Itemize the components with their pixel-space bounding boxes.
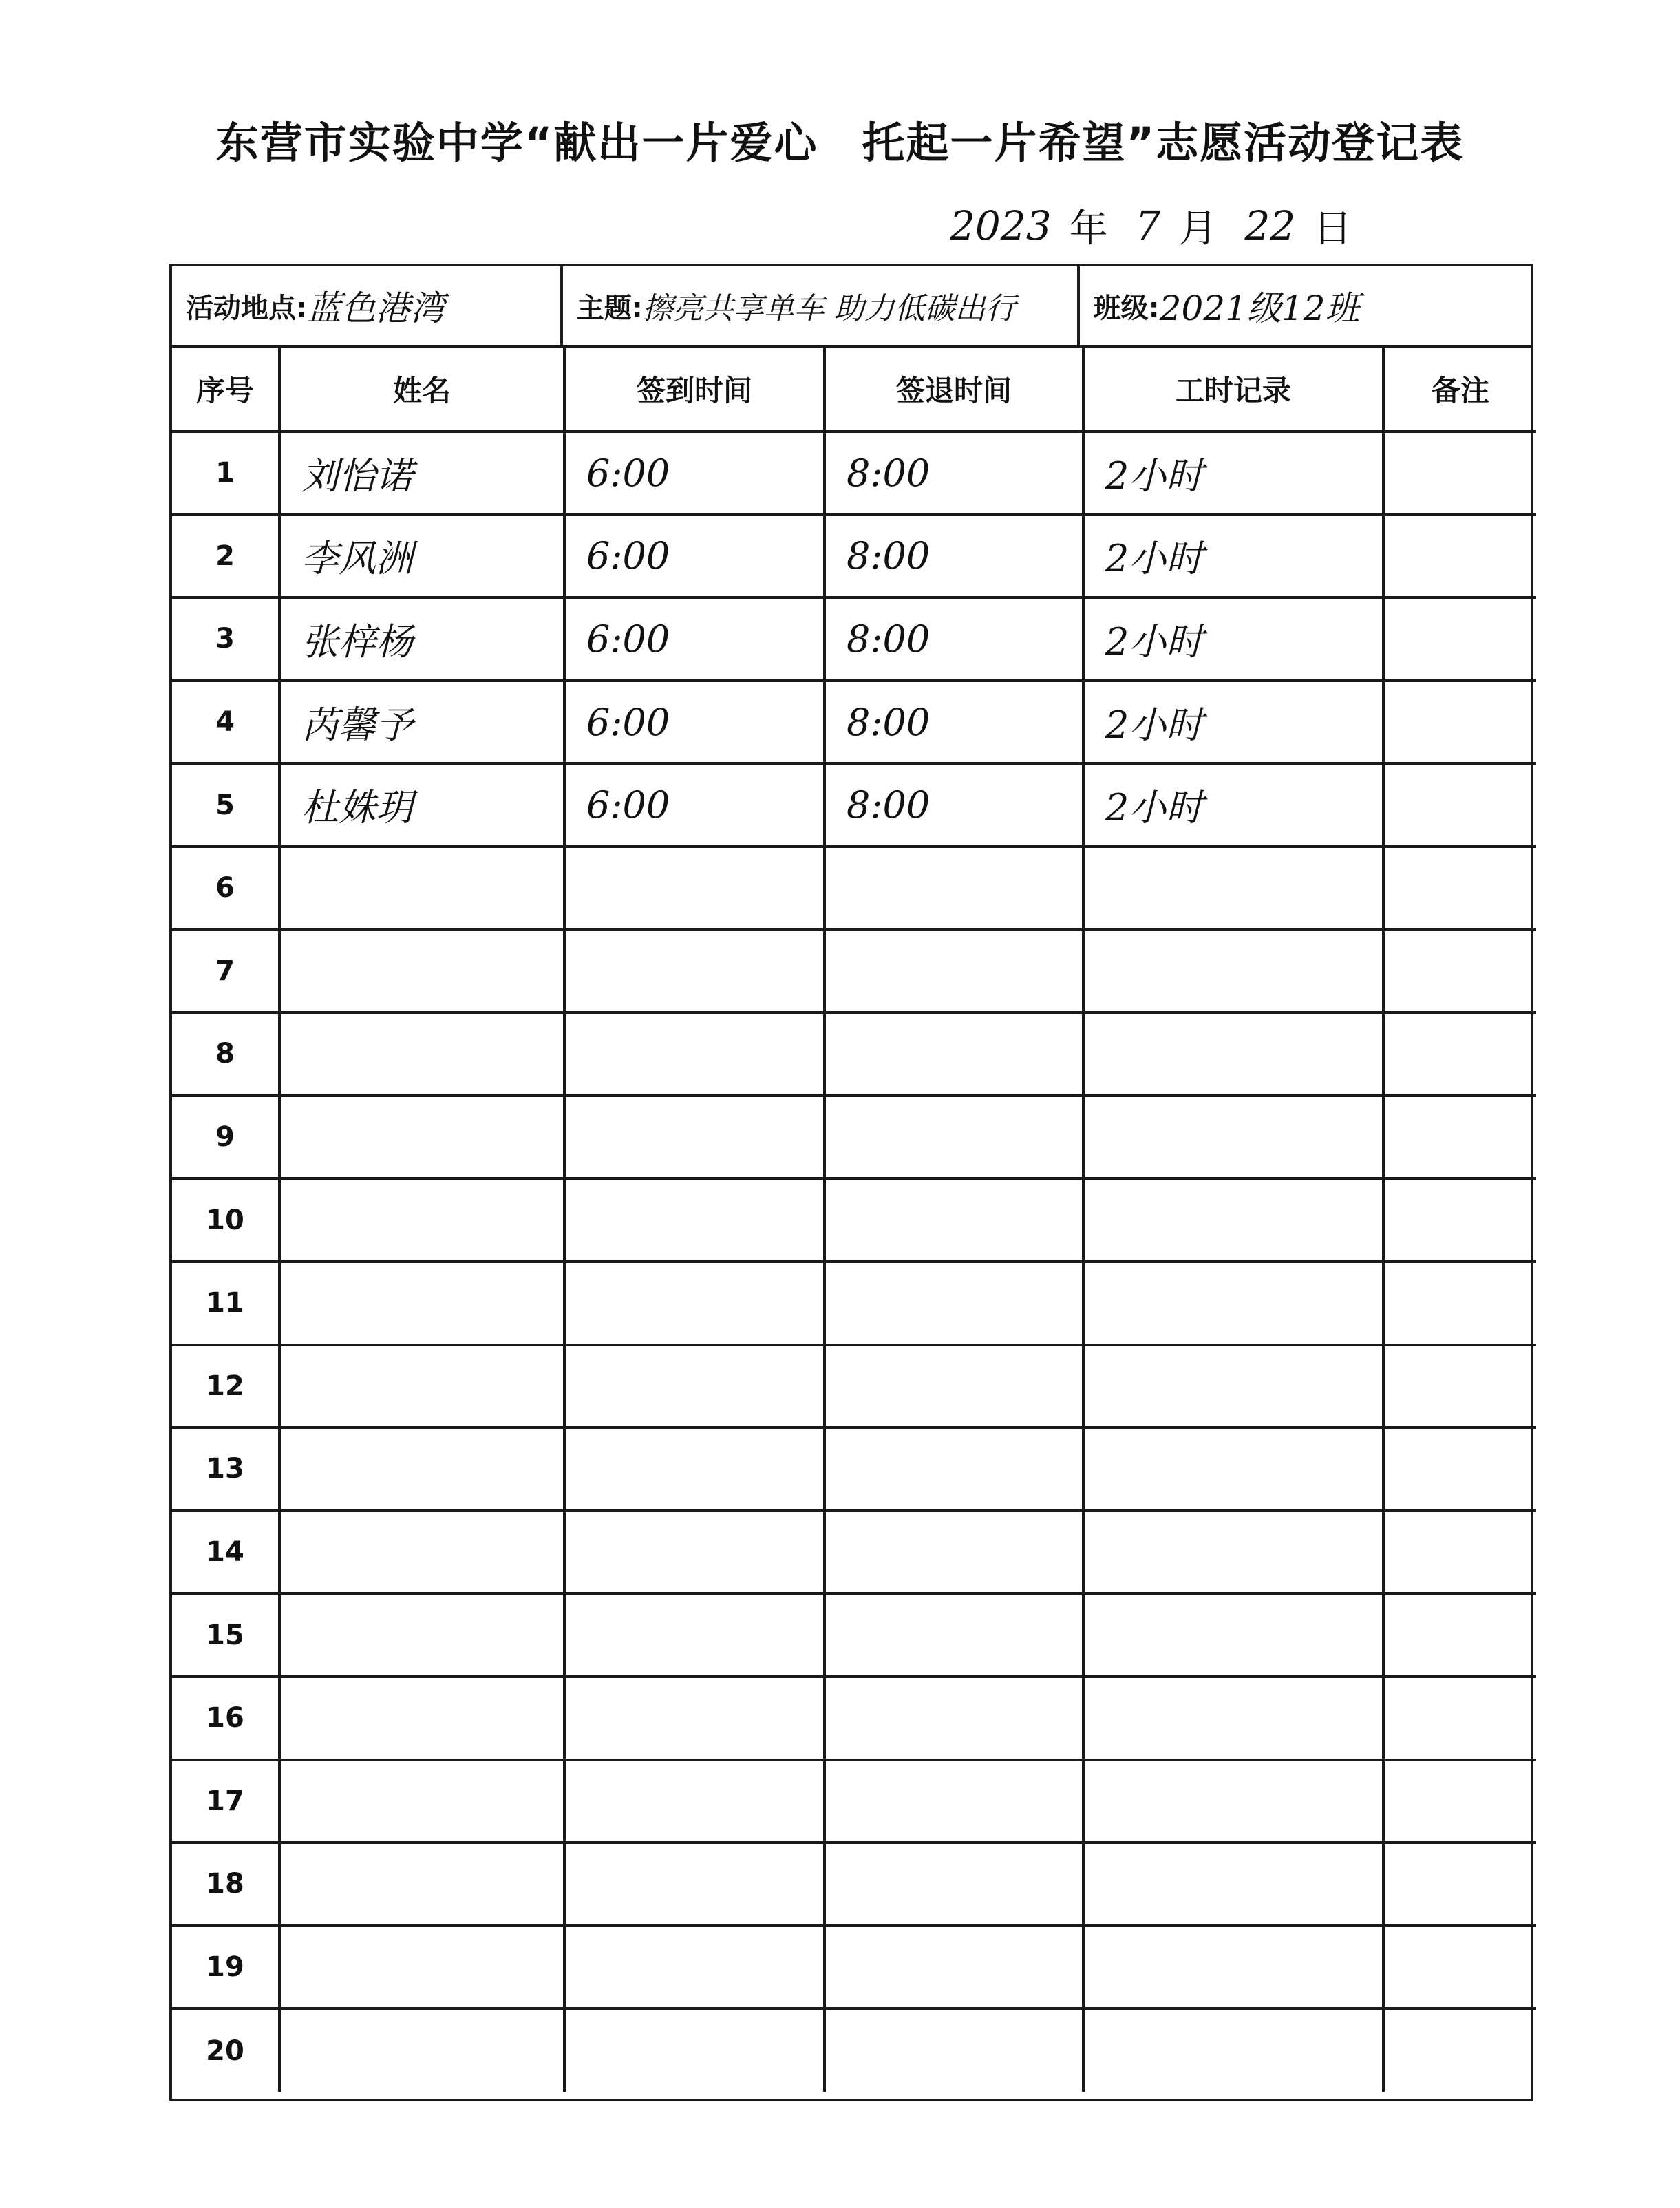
row-checkout-time: 8:00 <box>825 432 1083 515</box>
row-name: 芮馨予 <box>279 681 564 764</box>
row-hours <box>1083 1511 1383 1594</box>
row-note <box>1383 1593 1536 1677</box>
class-label: 班级: <box>1093 292 1160 324</box>
date-year: 2023 <box>950 202 1052 249</box>
row-name <box>279 1345 564 1428</box>
row-index: 13 <box>172 1427 279 1511</box>
class-value: 2021级12班 <box>1159 288 1360 328</box>
header-checkout: 签退时间 <box>825 348 1083 432</box>
row-index: 7 <box>172 930 279 1013</box>
row-checkin-time <box>564 930 825 1013</box>
row-note <box>1383 1843 1536 1926</box>
row-name <box>279 930 564 1013</box>
row-hours <box>1083 1843 1383 1926</box>
table-row <box>172 1427 1536 1511</box>
date-year-unit: 年 <box>1069 206 1108 251</box>
row-index: 14 <box>172 1511 279 1594</box>
row-checkout-time <box>825 1511 1083 1594</box>
location-cell <box>172 266 563 345</box>
row-index: 2 <box>172 515 279 598</box>
row-name <box>279 1677 564 1760</box>
row-note <box>1383 432 1536 515</box>
row-hours <box>1083 1178 1383 1262</box>
row-checkin-time <box>564 1262 825 1345</box>
row-checkin-time: 6:00 <box>564 597 825 681</box>
header-index: 序号 <box>172 348 279 432</box>
table-row <box>172 1843 1536 1926</box>
row-checkout-time <box>825 1096 1083 1179</box>
row-note <box>1383 597 1536 681</box>
location-label: 活动地点: <box>186 292 307 324</box>
row-checkin-time <box>564 1677 825 1760</box>
row-note <box>1383 930 1536 1013</box>
row-name <box>279 1593 564 1677</box>
row-index: 17 <box>172 1760 279 1843</box>
row-name <box>279 1096 564 1179</box>
row-checkout-time <box>825 1843 1083 1926</box>
date-day: 22 <box>1244 202 1296 249</box>
row-index: 16 <box>172 1677 279 1760</box>
row-index: 6 <box>172 847 279 930</box>
attendance-table <box>172 348 1536 2092</box>
row-index: 1 <box>172 432 279 515</box>
row-index: 12 <box>172 1345 279 1428</box>
row-note <box>1383 1760 1536 1843</box>
row-name <box>279 1843 564 1926</box>
row-note <box>1383 763 1536 847</box>
header-name: 姓名 <box>279 348 564 432</box>
table-row <box>172 1096 1536 1179</box>
header-checkin: 签到时间 <box>564 348 825 432</box>
row-name: 张梓杨 <box>279 597 564 681</box>
row-note <box>1383 1427 1536 1511</box>
date-day-unit: 日 <box>1313 206 1352 251</box>
table-row <box>172 515 1536 598</box>
row-checkout-time: 8:00 <box>825 763 1083 847</box>
table-row <box>172 763 1536 847</box>
row-hours <box>1083 847 1383 930</box>
row-name <box>279 1427 564 1511</box>
row-checkout-time <box>825 930 1083 1013</box>
class-cell <box>1080 266 1531 345</box>
row-checkout-time <box>825 1012 1083 1096</box>
table-row <box>172 1511 1536 1594</box>
row-hours <box>1083 1262 1383 1345</box>
row-checkin-time <box>564 1012 825 1096</box>
row-hours: 2小时 <box>1083 432 1383 515</box>
table-row <box>172 1345 1536 1428</box>
row-name: 刘怡诺 <box>279 432 564 515</box>
row-checkin-time <box>564 1096 825 1179</box>
row-index: 19 <box>172 1926 279 2009</box>
row-note <box>1383 847 1536 930</box>
row-note <box>1383 1926 1536 2009</box>
row-index: 15 <box>172 1593 279 1677</box>
row-checkin-time <box>564 2008 825 2092</box>
row-hours <box>1083 1427 1383 1511</box>
row-checkout-time <box>825 1345 1083 1428</box>
row-index: 20 <box>172 2008 279 2092</box>
row-name: 李风洲 <box>279 515 564 598</box>
row-note <box>1383 1345 1536 1428</box>
activity-info-row <box>172 266 1531 348</box>
row-checkin-time <box>564 1511 825 1594</box>
form-date <box>950 198 1432 253</box>
row-hours <box>1083 1012 1383 1096</box>
header-hours: 工时记录 <box>1083 348 1383 432</box>
row-hours <box>1083 1926 1383 2009</box>
header-note: 备注 <box>1383 348 1536 432</box>
row-name <box>279 1012 564 1096</box>
registration-table-frame <box>169 264 1533 2101</box>
row-index: 18 <box>172 1843 279 1926</box>
date-month: 7 <box>1135 202 1161 249</box>
table-row <box>172 1677 1536 1760</box>
row-hours <box>1083 1593 1383 1677</box>
table-row <box>172 930 1536 1013</box>
row-checkin-time <box>564 847 825 930</box>
row-name <box>279 2008 564 2092</box>
row-checkin-time: 6:00 <box>564 515 825 598</box>
theme-value: 擦亮共享单车 助力低碳出行 <box>642 291 1016 326</box>
row-checkin-time <box>564 1593 825 1677</box>
row-checkin-time <box>564 1760 825 1843</box>
table-row <box>172 1012 1536 1096</box>
row-checkout-time: 8:00 <box>825 681 1083 764</box>
row-hours: 2小时 <box>1083 597 1383 681</box>
row-checkin-time: 6:00 <box>564 763 825 847</box>
row-index: 9 <box>172 1096 279 1179</box>
row-checkin-time <box>564 1926 825 2009</box>
row-checkout-time <box>825 1760 1083 1843</box>
row-checkout-time: 8:00 <box>825 515 1083 598</box>
row-note <box>1383 1511 1536 1594</box>
table-row <box>172 597 1536 681</box>
table-header-row <box>172 348 1536 432</box>
row-name <box>279 1926 564 2009</box>
row-name <box>279 1760 564 1843</box>
row-note <box>1383 515 1536 598</box>
table-row <box>172 2008 1536 2092</box>
row-hours: 2小时 <box>1083 515 1383 598</box>
table-row <box>172 847 1536 930</box>
row-checkin-time: 6:00 <box>564 681 825 764</box>
row-checkout-time <box>825 847 1083 930</box>
row-checkin-time <box>564 1345 825 1428</box>
row-checkin-time: 6:00 <box>564 432 825 515</box>
row-note <box>1383 2008 1536 2092</box>
row-checkin-time <box>564 1843 825 1926</box>
row-checkout-time: 8:00 <box>825 597 1083 681</box>
row-hours <box>1083 1345 1383 1428</box>
date-month-unit: 月 <box>1178 206 1218 251</box>
theme-label: 主题: <box>576 292 643 324</box>
row-name <box>279 847 564 930</box>
row-checkin-time <box>564 1178 825 1262</box>
row-checkout-time <box>825 1262 1083 1345</box>
row-hours <box>1083 930 1383 1013</box>
table-row <box>172 1262 1536 1345</box>
row-note <box>1383 1262 1536 1345</box>
row-hours <box>1083 1760 1383 1843</box>
row-hours <box>1083 2008 1383 2092</box>
row-index: 3 <box>172 597 279 681</box>
row-index: 11 <box>172 1262 279 1345</box>
row-note <box>1383 681 1536 764</box>
row-index: 10 <box>172 1178 279 1262</box>
row-hours: 2小时 <box>1083 763 1383 847</box>
location-value: 蓝色港湾 <box>307 288 445 328</box>
table-row <box>172 1178 1536 1262</box>
table-row <box>172 1760 1536 1843</box>
row-index: 8 <box>172 1012 279 1096</box>
row-note <box>1383 1677 1536 1760</box>
table-row <box>172 681 1536 764</box>
row-name <box>279 1511 564 1594</box>
row-note <box>1383 1178 1536 1262</box>
row-checkout-time <box>825 1178 1083 1262</box>
row-checkout-time <box>825 1593 1083 1677</box>
row-checkin-time <box>564 1427 825 1511</box>
row-name <box>279 1262 564 1345</box>
row-index: 5 <box>172 763 279 847</box>
row-checkout-time <box>825 1677 1083 1760</box>
table-row <box>172 432 1536 515</box>
row-index: 4 <box>172 681 279 764</box>
row-hours <box>1083 1677 1383 1760</box>
row-name: 杜姝玥 <box>279 763 564 847</box>
row-checkout-time <box>825 2008 1083 2092</box>
row-note <box>1383 1012 1536 1096</box>
theme-cell <box>563 266 1080 345</box>
row-note <box>1383 1096 1536 1179</box>
row-hours: 2小时 <box>1083 681 1383 764</box>
row-name <box>279 1178 564 1262</box>
form-title: 东营市实验中学“献出一片爱心 托起一片希望”志愿活动登记表 <box>215 118 1465 168</box>
row-checkout-time <box>825 1926 1083 2009</box>
row-checkout-time <box>825 1427 1083 1511</box>
table-row <box>172 1926 1536 2009</box>
table-row <box>172 1593 1536 1677</box>
row-hours <box>1083 1096 1383 1179</box>
